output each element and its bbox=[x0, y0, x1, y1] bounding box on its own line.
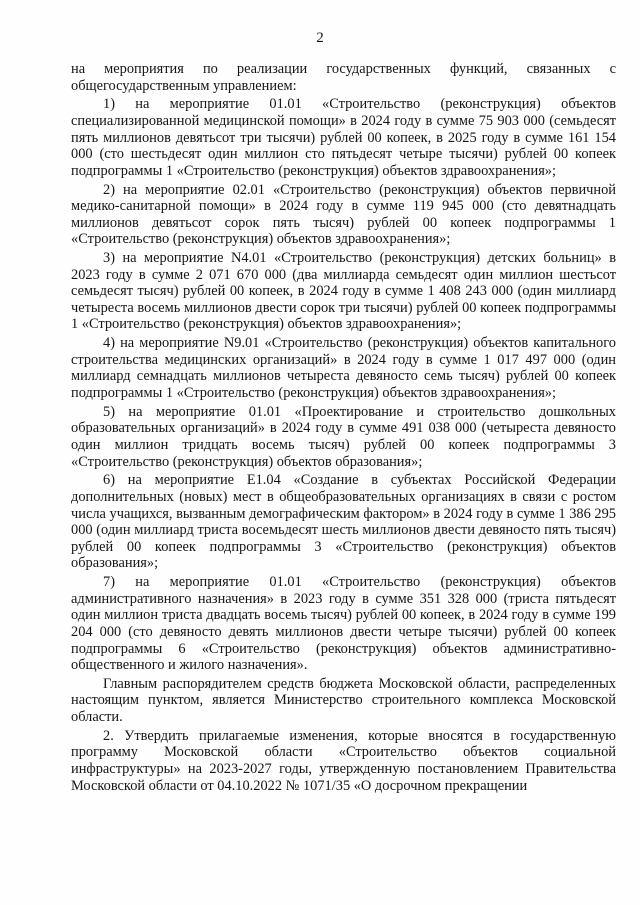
document-body bbox=[71, 61, 616, 794]
paragraph-item-6: 6) на мероприятие Е1.04 «Создание в субъектах Российской Федерации дополнительных (новых) мест в общеобразовательных организациях в связи с ростом числа учащихся, вызванным демографическим фактором» в 2024 году в сумме 1 386 295 000 (один миллиард триста восемьдесят шесть миллионов двести девяносто пять тысяч) рублей 00 копеек подпрограммы 3 «Строительство (реконструкция) объектов образования»; bbox=[71, 472, 616, 572]
page-number: 2 bbox=[316, 30, 324, 46]
paragraph-item-5: 5) на мероприятие 01.01 «Проектирование и строительство дошкольных образовательных организаций» в 2024 году в сумме 491 038 000 (четыреста девяносто один миллион тридцать восемь тысяч) рублей 00 копеек подпрограммы 3 «Строительство (реконструкция) объектов образования»; bbox=[71, 403, 616, 470]
paragraph-intro: на мероприятия по реализации государственных функций, связанных с общегосударственным управлением: bbox=[71, 61, 616, 94]
paragraph-item-3: 3) на мероприятие N4.01 «Строительство (реконструкция) детских больниц» в 2023 году в сумме 2 071 670 000 (два миллиарда семьдесят один миллион шестьсот семьдесят тысяч) рублей 00 копеек, в 2024 году в сумме 1 408 243 000 (один миллиард четыреста восемь миллионов двести сорок три тысячи) рублей 00 копеек подпрограммы 1 «Строительство (реконструкция) объектов здравоохранения»; bbox=[71, 250, 616, 333]
paragraph-item-2: 2) на мероприятие 02.01 «Строительство (реконструкция) объектов первичной медико-санитарной помощи» в 2024 году в сумме 119 945 000 (сто девятнадцать миллионов девятьсот сорок пять тысяч) рублей 00 копеек подпрограммы 1 «Строительство (реконструкция) объектов здравоохранения»; bbox=[71, 181, 616, 248]
paragraph-item-1: 1) на мероприятие 01.01 «Строительство (реконструкция) объектов специализированной медицинской помощи» в 2024 году в сумме 75 903 000 (семьдесят пять миллионов девятьсот три тысячи) рублей 00 копеек, в 2025 году в сумме 161 154 000 (сто шестьдесят один миллион сто пятьдесят четыре тысячи) рублей 00 копеек подпрограммы 1 «Строительство (реконструкция) объектов здравоохранения»; bbox=[71, 96, 616, 179]
paragraph-item-4: 4) на мероприятие N9.01 «Строительство (реконструкция) объектов капитального строительства медицинских организаций» в 2024 году в сумме 1 017 497 000 (один миллиард семнадцать миллионов четыреста девяносто семь тысяч) рублей 00 копеек подпрограммы 1 «Строительство (реконструкция) объектов здравоохранения»; bbox=[71, 335, 616, 402]
paragraph-clause-2: 2. Утвердить прилагаемые изменения, которые вносятся в государственную программу Московской области «Строительство объектов социальной инфраструктуры» на 2023-2027 годы, утвержденную постановлением Правительства Московской области от 04.10.2022 № 1071/35 «О досрочном прекращении bbox=[71, 727, 616, 794]
paragraph-item-7: 7) на мероприятие 01.01 «Строительство (реконструкция) объектов административного назначения» в 2023 году в сумме 351 328 000 (триста пятьдесят один миллион триста двадцать восемь тысяч) рублей 00 копеек, в 2024 году в сумме 199 204 000 (сто девяносто девять миллионов двести четыре тысячи) рублей 00 копеек подпрограммы 6 «Строительство (реконструкция) объектов административно-общественного и жилого назначения». bbox=[71, 574, 616, 674]
paragraph-chief-administrator: Главным распорядителем средств бюджета Московской области, распределенных настоящим пунктом, является Министерство строительного комплекса Московской области. bbox=[71, 675, 616, 726]
